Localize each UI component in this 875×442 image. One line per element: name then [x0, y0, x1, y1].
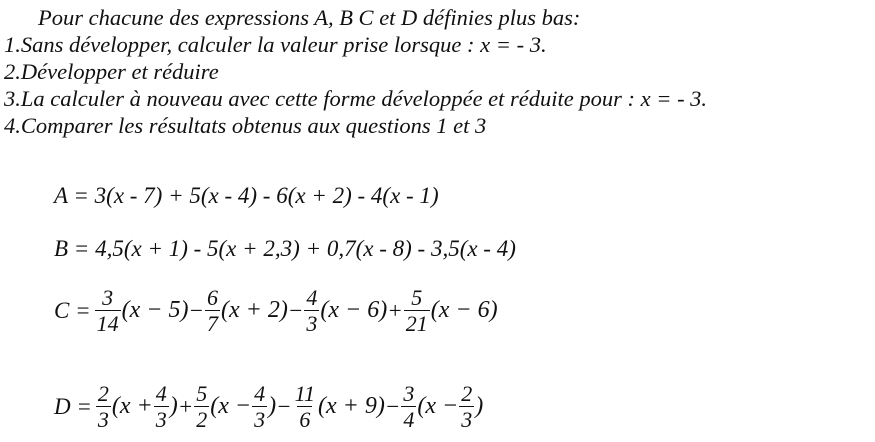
d-term-3-sign: −	[276, 393, 292, 419]
expression-b: B = 4,5(x + 1) - 5(x + 2,3) + 0,7(x - 8) - 3,5(x - 4)	[54, 236, 516, 261]
d-term-1	[95, 381, 178, 432]
fraction-denominator: 6	[299, 407, 311, 432]
fraction-denominator: 21	[405, 311, 428, 336]
fraction-denominator: 4	[403, 407, 415, 432]
c-term-1	[94, 285, 189, 336]
d-term-2	[193, 381, 276, 432]
fraction-denominator: 14	[96, 311, 119, 336]
c-term-2-parenthesis: (x + 2)	[221, 297, 288, 323]
fraction-denominator: 2	[196, 407, 208, 432]
fraction-denominator: 3	[155, 407, 167, 432]
c-term-2-sign: −	[188, 297, 204, 323]
d-term-3	[292, 381, 385, 432]
c-term-3-parenthesis: (x − 6)	[320, 297, 388, 323]
d-term-4-fraction	[401, 381, 416, 432]
c-term-4	[387, 285, 497, 336]
c-term-1-parenthesis: (x − 5)	[121, 297, 189, 323]
expression-d-lhs: D =	[54, 393, 92, 419]
question-3: 3.La calculer à nouveau avec cette forme développée et réduite pour : x = - 3.	[4, 86, 708, 111]
d-term-2-open: (x −	[210, 393, 252, 419]
fraction-numerator: 2	[97, 381, 109, 406]
d-term-1-inner-fraction	[154, 381, 169, 432]
c-term-2-fraction	[205, 285, 220, 336]
fraction-numerator: 2	[461, 381, 473, 406]
c-term-2	[188, 285, 287, 336]
question-4: 4.Comparer les résultats obtenus aux questions 1 et 3	[4, 113, 487, 138]
c-term-3	[288, 285, 387, 336]
fraction-denominator: 3	[306, 311, 318, 336]
fraction-numerator: 6	[207, 285, 218, 310]
expression-d	[54, 381, 483, 432]
expression-c-lhs: C =	[54, 297, 91, 323]
fraction-numerator: 3	[102, 285, 114, 310]
fraction-denominator: 3	[97, 407, 109, 432]
expression-c	[54, 285, 498, 336]
fraction-numerator: 3	[403, 381, 415, 406]
question-2: 2.Développer et réduire	[4, 59, 219, 84]
d-term-4	[400, 381, 483, 432]
d-term-1-close: )	[169, 393, 178, 419]
d-term-2-inner-fraction	[252, 381, 267, 432]
d-term-3-parenthesis: (x + 9)	[318, 393, 385, 419]
c-term-1-fraction	[95, 285, 121, 336]
c-term-4-fraction	[404, 285, 430, 336]
c-term-3-sign: −	[287, 297, 304, 323]
fraction-denominator: 7	[207, 311, 218, 336]
d-term-4-open: (x −	[417, 393, 459, 419]
expression-a: A = 3(x - 7) + 5(x - 4) - 6(x + 2) - 4(x - 1)	[54, 183, 439, 208]
c-term-4-sign: +	[387, 297, 403, 323]
fraction-denominator: 3	[461, 407, 473, 432]
fraction-denominator: 3	[254, 407, 266, 432]
d-term-2-sign: +	[177, 393, 194, 419]
c-term-4-parenthesis: (x − 6)	[430, 297, 498, 323]
fraction-numerator: 4	[254, 381, 266, 406]
fraction-numerator: 4	[155, 381, 167, 406]
question-1: 1.Sans développer, calculer la valeur prise lorsque : x = - 3.	[4, 32, 547, 57]
fraction-numerator: 5	[196, 381, 208, 406]
d-term-2-close: )	[268, 393, 277, 419]
instructions	[4, 4, 872, 139]
d-term-4-close: )	[475, 393, 484, 419]
fraction-numerator: 11	[294, 381, 316, 406]
d-term-1-open: (x +	[111, 393, 153, 419]
d-term-3-fraction	[293, 381, 317, 432]
fraction-numerator: 4	[306, 285, 318, 310]
d-term-2-fraction	[194, 381, 209, 432]
instruction-intro: Pour chacune des expressions A, B C et D définies plus bas:	[38, 5, 581, 30]
d-term-4-inner-fraction	[459, 381, 474, 432]
d-term-4-sign: −	[384, 393, 401, 419]
fraction-numerator: 5	[411, 285, 423, 310]
d-term-1-fraction	[96, 381, 111, 432]
c-term-3-fraction	[304, 285, 319, 336]
